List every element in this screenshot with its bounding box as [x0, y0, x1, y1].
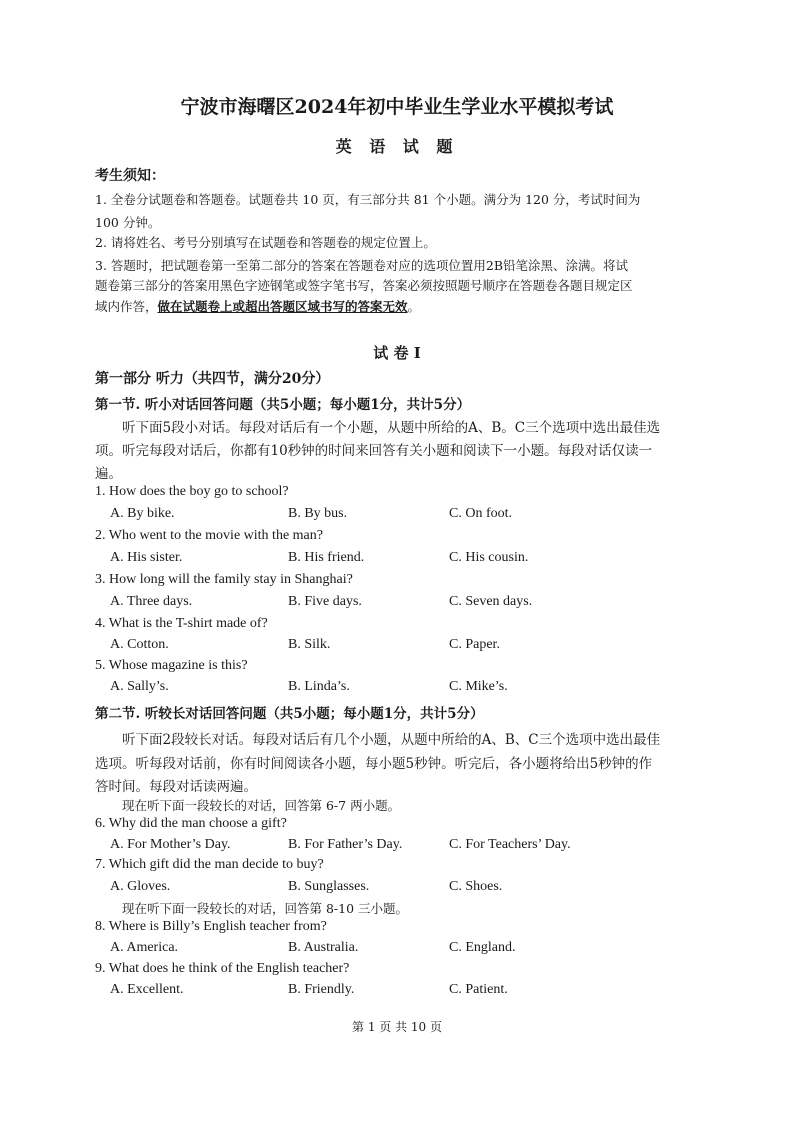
notice-item-3-prefix: 域内作答， [95, 299, 158, 314]
question-7: 7. Which gift did the man decide to buy? [95, 857, 324, 872]
question-4: 4. What is the T-shirt made of? [95, 616, 268, 631]
question-2-option-b: B. His friend. [288, 550, 365, 565]
question-8: 8. Where is Billy’s English teacher from? [95, 919, 327, 934]
question-1: 1. How does the boy go to school? [95, 484, 289, 499]
notice-item-3-suffix: 。 [407, 299, 421, 314]
section1-instr-line-3: 遍。 [95, 466, 122, 482]
section2-instr-line-2: 选项。听每段对话前，你有时间阅读各小题，每小题5秒钟。听完后，各小题将给出5秒钟的作 [95, 756, 653, 772]
section1-instr-line-2: 项。听完每段对话后，你都有10秒钟的时间来回答有关小题和阅读下一小题。每段对话仅读一 [95, 443, 653, 459]
question-4-option-a: A. Cotton. [110, 637, 169, 652]
question-6-option-a: A. For Mother’s Day. [110, 837, 231, 852]
section2-heading: 第二节. 听较长对话回答问题（共5小题；每小题1分，共计5分） [95, 706, 484, 722]
question-5-option-c: C. Mike’s. [449, 679, 508, 694]
section2-instr-line-1: 听下面2段较长对话。每段对话后有几个小题，从题中所给的A、B、C三个选项中选出最佳 [122, 732, 661, 748]
notice-item-3-line-1: 3. 答题时，把试题卷第一至第二部分的答案在答题卷对应的选项位置用2B铅笔涂黑、涂满。将试 [95, 258, 629, 273]
question-7-option-a: A. Gloves. [110, 879, 171, 894]
question-6: 6. Why did the man choose a gift? [95, 816, 287, 831]
section1-instr-line-1: 听下面5段小对话。每段对话后有一个小题，从题中所给的A、B。C三个选项中选出最佳选 [122, 420, 661, 436]
paper-label: 试 卷 I [373, 344, 421, 362]
question-8-option-b: B. Australia. [288, 940, 359, 955]
notice-item-3-emphasis: 做在试题卷上或超出答题区域书写的答案无效 [157, 299, 408, 314]
notice-item-3-line-3 [95, 297, 420, 315]
notice-item-1-line-1: 1. 全卷分试题卷和答题卷。试题卷共 10 页，有三部分共 81 个小题。满分为 120 分，考试时间为 [95, 192, 641, 207]
page-footer: 第 1 页 共 10 页 [352, 1020, 442, 1034]
section2-instr-line-3: 答时间。每段对话读两遍。 [95, 779, 257, 795]
section2-intro-8-10: 现在听下面一段较长的对话，回答第 8-10 三小题。 [122, 901, 409, 916]
question-6-option-c: C. For Teachers’ Day. [449, 837, 571, 852]
notice-item-3-line-2: 题卷第三部分的答案用黑色字迹钢笔或签字笔书写，答案必须按照题号顺序在答题卷各题目规定区 [95, 278, 633, 293]
notice-heading: 考生须知： [95, 168, 165, 184]
section1-heading: 第一节. 听小对话回答问题（共5小题；每小题1分，共计5分） [95, 397, 471, 413]
section2-intro-6-7: 现在听下面一段较长的对话，回答第 6-7 两小题。 [122, 798, 401, 813]
question-2: 2. Who went to the movie with the man? [95, 528, 323, 543]
question-1-option-a: A. By bike. [110, 506, 175, 521]
question-2-option-c: C. His cousin. [449, 550, 529, 565]
question-3-option-b: B. Five days. [288, 594, 362, 609]
question-9-option-a: A. Excellent. [110, 982, 184, 997]
question-8-option-c: C. England. [449, 940, 516, 955]
question-3: 3. How long will the family stay in Shanghai? [95, 572, 353, 587]
notice-item-2: 2. 请将姓名、考号分别填写在试题卷和答题卷的规定位置上。 [95, 235, 436, 250]
question-3-option-a: A. Three days. [110, 594, 193, 609]
part1-heading: 第一部分 听力（共四节，满分20分） [95, 371, 330, 387]
question-4-option-c: C. Paper. [449, 637, 500, 652]
question-9-option-c: C. Patient. [449, 982, 508, 997]
question-8-option-a: A. America. [110, 940, 179, 955]
question-5-option-a: A. Sally’s. [110, 679, 169, 694]
question-1-option-c: C. On foot. [449, 506, 512, 521]
question-5-option-b: B. Linda’s. [288, 679, 350, 694]
question-7-option-b: B. Sunglasses. [288, 879, 370, 894]
question-9-option-b: B. Friendly. [288, 982, 355, 997]
question-5: 5. Whose magazine is this? [95, 658, 248, 673]
question-1-option-b: B. By bus. [288, 506, 348, 521]
question-7-option-c: C. Shoes. [449, 879, 503, 894]
question-2-option-a: A. His sister. [110, 550, 183, 565]
exam-subtitle: 英 语 试 题 [335, 137, 459, 156]
question-9: 9. What does he think of the English teacher? [95, 961, 350, 976]
exam-title: 宁波市海曙区2024年初中毕业生学业水平模拟考试 [180, 96, 614, 118]
question-4-option-b: B. Silk. [288, 637, 331, 652]
notice-item-1-line-2: 100 分钟。 [95, 215, 161, 230]
question-3-option-c: C. Seven days. [449, 594, 533, 609]
question-6-option-b: B. For Father’s Day. [288, 837, 403, 852]
